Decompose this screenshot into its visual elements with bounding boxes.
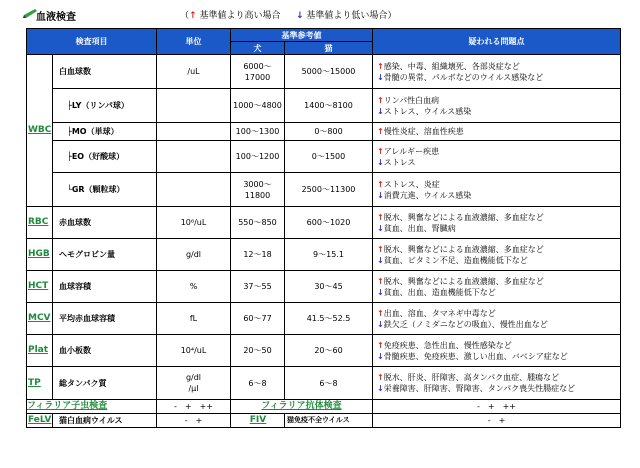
fiv-label[interactable]: FIV <box>231 414 285 428</box>
table-row: └GR（顆粒球） 3000～11800 2500～11300 ↑ストレス、炎症 ↓消費亢進、ウイルス感染 <box>27 173 621 207</box>
filaria-label[interactable]: フィラリア子虫検査 <box>27 400 157 414</box>
table-row: RBC 赤血球数 10⁶/uL 550～850 600～1020 ↑脱水、興奮などによる血液濃縮、多血症など ↓貧血、出血、腎臓病 <box>27 207 621 239</box>
legend-high: （↑ 基準値より高い場合 <box>180 11 281 21</box>
filaria-row <box>27 400 621 414</box>
filaria-scale: - + ++ <box>157 400 231 414</box>
header-ref: 基準参考値 <box>231 29 373 42</box>
legend-low: ↓ 基準値より低い場合） <box>296 11 397 21</box>
group-hct[interactable]: HCT <box>27 271 53 303</box>
table-row: ├EO（好酸球） 100～1200 0～1500 ↑アレルギー疾患 ↓ストレス <box>27 141 621 173</box>
group-mcv[interactable]: MCV <box>27 303 53 335</box>
page-title: 血液検査 <box>36 12 76 23</box>
header-issues: 疑われる問題点 <box>373 29 621 55</box>
group-plat[interactable]: Plat <box>27 335 53 367</box>
header-item: 検査項目 <box>27 29 157 55</box>
filaria-antibody-label[interactable]: フィラリア抗体検査 <box>231 400 373 414</box>
fiv-scale: - + <box>373 414 621 428</box>
filaria-antibody-scale: - + ++ <box>373 400 621 414</box>
page-header <box>0 0 640 28</box>
felv-name: 猫白血病ウイルス <box>53 414 157 428</box>
table-row: HCT 血球容積 % 37～55 30～45 ↑脱水、興奮などによる血液濃縮、多血症など ↓貧血、出血、造血機能低下など <box>27 271 621 303</box>
group-rbc[interactable]: RBC <box>27 207 53 239</box>
felv-label[interactable]: FeLV <box>27 414 53 428</box>
group-tp[interactable]: TP <box>27 367 53 400</box>
blood-test-table <box>26 28 621 428</box>
table-row: HGB ヘモグロビン量 g/dl 12～18 9～15.1 ↑脱水、興奮などによる血液濃縮、多血症など ↓貧血、ビタミン不足、造血機能低下など <box>27 239 621 271</box>
up-arrow-icon: ↑ <box>189 11 197 21</box>
group-wbc[interactable]: WBC <box>27 55 53 207</box>
felv-scale: - + <box>157 414 231 428</box>
header-unit: 単位 <box>157 29 231 55</box>
felv-row <box>27 414 621 428</box>
table-row: ├LY（リンパ球） 1000～4800 1400～8100 ↑リンパ性白血病 ↓ストレス、ウイルス感染 <box>27 89 621 123</box>
table-row: Plat 血小板数 10⁴/uL 20～50 20～60 ↑免疫疾患、急性出血、慢性感染など ↓骨髄疾患、免疫疾患、激しい出血、バベシア症など <box>27 335 621 367</box>
header-dog: 犬 <box>231 42 285 55</box>
fiv-name: 猫免疫不全ウイルス <box>285 414 373 428</box>
down-arrow-icon: ↓ <box>296 11 304 21</box>
table-row: ├MO（単球） 100～1300 0～800 ↑慢性炎症、溶血性疾患 <box>27 123 621 141</box>
group-hgb[interactable]: HGB <box>27 239 53 271</box>
table-row: TP 総タンパク質 g/dl /μl 6～8 6～8 ↑脱水、肝炎、肝障害、高タンパク血症、腫瘍など ↓栄養障害、肝障害、腎障害、タンパク喪失性腸症など <box>27 367 621 400</box>
table-row: MCV 平均赤血球容積 fL 60～77 41.5～52.5 ↑出血、溶血、タマネギ中毒など ↓鉄欠乏（ノミダニなどの吸血）、慢性出血など <box>27 303 621 335</box>
header-cat: 猫 <box>285 42 373 55</box>
table-row: WBC 白血球数 /uL 6000～17000 5000～15000 ↑感染、中毒、組織壊死、各部炎症など ↓骨髄の異常、パルボなどのウイルス感染など <box>27 55 621 89</box>
